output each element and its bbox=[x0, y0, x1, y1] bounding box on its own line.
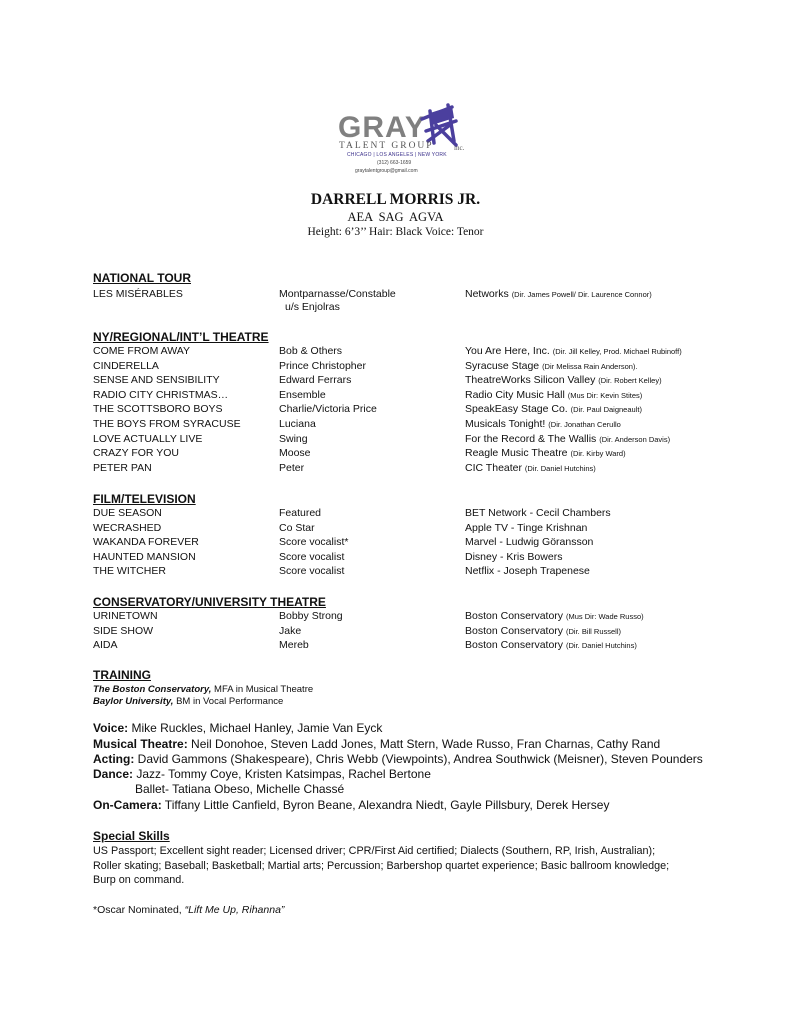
show-title: THE SCOTTSBORO BOYS bbox=[93, 403, 223, 416]
show-title: LES MISÉRABLES bbox=[93, 288, 183, 300]
credit-row bbox=[0, 551, 791, 565]
role: Ensemble bbox=[279, 388, 326, 401]
section-title-conservatory: CONSERVATORY/UNIVERSITY THEATRE bbox=[93, 595, 326, 609]
credit-row bbox=[0, 288, 791, 302]
role: Swing bbox=[279, 432, 308, 445]
credit-row bbox=[0, 345, 791, 359]
venue: Reagle Music Theatre (Dir. Kirby Ward) bbox=[465, 447, 626, 460]
director: (Dir. Paul Daigneault) bbox=[570, 405, 642, 415]
credit-row bbox=[0, 522, 791, 536]
director: (Dir. Bill Russell) bbox=[565, 626, 621, 636]
director: (Dir. Jill Kelley, Prod. Michael Rubinoff) bbox=[552, 347, 682, 356]
skills-line: Roller skating; Baseball; Basketball; Martial arts; Percussion; Barbershop quartet experience; Basic ballroom knowledge; bbox=[93, 860, 670, 872]
role: Featured bbox=[279, 507, 322, 519]
section-title-regional: NY/REGIONAL/INT’L THEATRE bbox=[93, 330, 269, 344]
show-title: PETER PAN bbox=[93, 461, 152, 474]
show-title: CRAZY FOR YOU bbox=[93, 447, 179, 460]
director: (Dir. Robert Kelley) bbox=[598, 376, 662, 386]
credit-row bbox=[0, 639, 791, 653]
physical-stats: Height: 6’3’’ Hair: Black Voice: Tenor bbox=[307, 226, 484, 238]
credit-row bbox=[0, 507, 791, 521]
role: Charlie/Victoria Price bbox=[279, 403, 377, 416]
show-title: AIDA bbox=[93, 639, 118, 651]
director: (Dir. Anderson Davis) bbox=[599, 434, 671, 444]
venue: Boston Conservatory (Dir. Daniel Hutchins) bbox=[465, 639, 637, 651]
director: (Dir. James Powell/ Dir. Laurence Connor) bbox=[511, 290, 652, 299]
venue: Syracuse Stage (Dir Melissa Rain Anderson). bbox=[465, 359, 638, 372]
credit-row bbox=[0, 447, 791, 461]
role: Moose bbox=[279, 447, 311, 460]
agency-logo bbox=[333, 99, 473, 179]
director: (Dir. Kirby Ward) bbox=[570, 449, 626, 459]
logo-email: graytalentgroup@gmail.com bbox=[355, 168, 418, 174]
venue: Networks (Dir. James Powell/ Dir. Laurence Connor) bbox=[465, 288, 652, 300]
venue: BET Network - Cecil Chambers bbox=[465, 507, 611, 519]
show-title: URINETOWN bbox=[93, 610, 158, 622]
venue: For the Record & The Wallis (Dir. Anderson Davis) bbox=[465, 432, 671, 445]
teachers-on-camera: On-Camera: Tiffany Little Canfield, Byron Beane, Alexandra Niedt, Gayle Pillsbury, Derek Hersey bbox=[93, 798, 610, 812]
credit-row bbox=[0, 418, 791, 432]
director: (Dir. Daniel Hutchins) bbox=[565, 641, 637, 650]
role: Montparnasse/Constable bbox=[279, 288, 396, 300]
role: Jake bbox=[279, 624, 302, 637]
venue: Boston Conservatory (Mus Dir: Wade Russo) bbox=[465, 610, 644, 622]
logo-sub: TALENT GROUP bbox=[339, 141, 434, 151]
show-title: THE BOYS FROM SYRACUSE bbox=[93, 418, 241, 430]
role: Mereb bbox=[279, 639, 309, 651]
credit-row bbox=[0, 360, 791, 374]
training-line: The Boston Conservatory, MFA in Musical Theatre bbox=[93, 684, 314, 695]
director: (Mus Dir: Wade Russo) bbox=[565, 612, 644, 621]
logo-inc: inc. bbox=[454, 144, 465, 152]
venue: Boston Conservatory (Dir. Bill Russell) bbox=[465, 624, 621, 637]
show-title: WECRASHED bbox=[93, 521, 162, 534]
role: Bobby Strong bbox=[279, 610, 343, 622]
venue: Disney - Kris Bowers bbox=[465, 550, 563, 563]
venue: CIC Theater (Dir. Daniel Hutchins) bbox=[465, 461, 596, 474]
director: (Mus Dir: Kevin Stites) bbox=[567, 390, 643, 400]
credit-row bbox=[0, 389, 791, 403]
credit-row bbox=[0, 565, 791, 579]
show-title: HAUNTED MANSION bbox=[93, 550, 196, 563]
director: (Dir. Daniel Hutchins) bbox=[524, 463, 596, 473]
role: Prince Christopher bbox=[279, 359, 366, 372]
union-affiliations: AEA SAG AGVA bbox=[347, 210, 444, 224]
role: Co Star bbox=[279, 521, 315, 534]
role: Score vocalist bbox=[279, 550, 345, 563]
skills-line: US Passport; Excellent sight reader; Licensed driver; CPR/First Aid certified; Dialects (Southern, RP, Irish, Australian); bbox=[93, 845, 656, 857]
director: (Dir. Jonathan Cerullo bbox=[548, 420, 621, 429]
role: Score vocalist bbox=[279, 565, 345, 577]
understudy-role: u/s Enjolras bbox=[285, 301, 340, 313]
venue: Netflix - Joseph Trapenese bbox=[465, 565, 590, 577]
role: Score vocalist* bbox=[279, 536, 349, 548]
credit-row bbox=[0, 625, 791, 639]
logo-phone: (312) 663-1659 bbox=[377, 160, 412, 166]
section-title-national-tour: NATIONAL TOUR bbox=[93, 271, 191, 285]
show-title: CINDERELLA bbox=[93, 359, 159, 372]
teachers-voice: Voice: Mike Ruckles, Michael Hanley, Jamie Van Eyck bbox=[93, 721, 383, 735]
venue: Musicals Tonight! (Dir. Jonathan Cerullo bbox=[465, 418, 621, 430]
venue: TheatreWorks Silicon Valley (Dir. Robert Kelley) bbox=[465, 374, 662, 387]
credit-row bbox=[0, 462, 791, 476]
venue: Radio City Music Hall (Mus Dir: Kevin Stites) bbox=[465, 388, 643, 401]
skills-line: Burp on command. bbox=[93, 874, 185, 886]
show-title: COME FROM AWAY bbox=[93, 345, 191, 357]
credit-row bbox=[0, 433, 791, 447]
role: Luciana bbox=[279, 418, 316, 430]
footnote: *Oscar Nominated, “Lift Me Up, Rihanna” bbox=[93, 904, 285, 916]
show-title: WAKANDA FOREVER bbox=[93, 536, 199, 548]
venue: Apple TV - Tinge Krishnan bbox=[465, 521, 588, 534]
logo-cities: CHICAGO | LOS ANGELES | NEW YORK bbox=[347, 152, 447, 158]
training-line: Baylor University, BM in Vocal Performance bbox=[93, 696, 284, 707]
show-title: SIDE SHOW bbox=[93, 624, 154, 637]
director: (Dir Melissa Rain Anderson). bbox=[542, 361, 638, 371]
section-title-special-skills: Special Skills bbox=[93, 829, 170, 843]
teachers-ballet: Ballet- Tatiana Obeso, Michelle Chassé bbox=[135, 782, 345, 796]
role: Peter bbox=[279, 461, 305, 474]
show-title: LOVE ACTUALLY LIVE bbox=[93, 432, 203, 445]
venue: Marvel - Ludwig Göransson bbox=[465, 536, 594, 548]
show-title: SENSE AND SENSIBILITY bbox=[93, 374, 220, 387]
performer-name: DARRELL MORRIS JR. bbox=[310, 191, 481, 208]
show-title: THE WITCHER bbox=[93, 565, 166, 577]
section-title-training: TRAINING bbox=[93, 668, 151, 682]
credit-row bbox=[0, 403, 791, 417]
teachers-acting: Acting: David Gammons (Shakespeare), Chris Webb (Viewpoints), Andrea Southwick (Meisner), Steven Pounders bbox=[93, 752, 703, 766]
teachers-dance: Dance: Jazz- Tommy Coye, Kristen Katsimpas, Rachel Bertone bbox=[93, 767, 431, 781]
teachers-musical-theatre: Musical Theatre: Neil Donohoe, Steven Ladd Jones, Matt Stern, Wade Russo, Fran Charnas, Cathy Rand bbox=[93, 737, 661, 751]
show-title: RADIO CITY CHRISTMAS… bbox=[93, 388, 229, 401]
logo-brand: GRAY bbox=[338, 111, 426, 144]
venue: SpeakEasy Stage Co. (Dir. Paul Daigneault) bbox=[465, 403, 642, 416]
show-title: DUE SEASON bbox=[93, 507, 162, 519]
section-title-film-tv: FILM/TELEVISION bbox=[93, 492, 196, 506]
credit-row bbox=[0, 610, 791, 624]
role: Edward Ferrars bbox=[279, 374, 352, 387]
role: Bob & Others bbox=[279, 345, 343, 357]
credit-row bbox=[0, 374, 791, 388]
venue: You Are Here, Inc. (Dir. Jill Kelley, Prod. Michael Rubinoff) bbox=[465, 345, 682, 357]
credit-row bbox=[0, 536, 791, 550]
